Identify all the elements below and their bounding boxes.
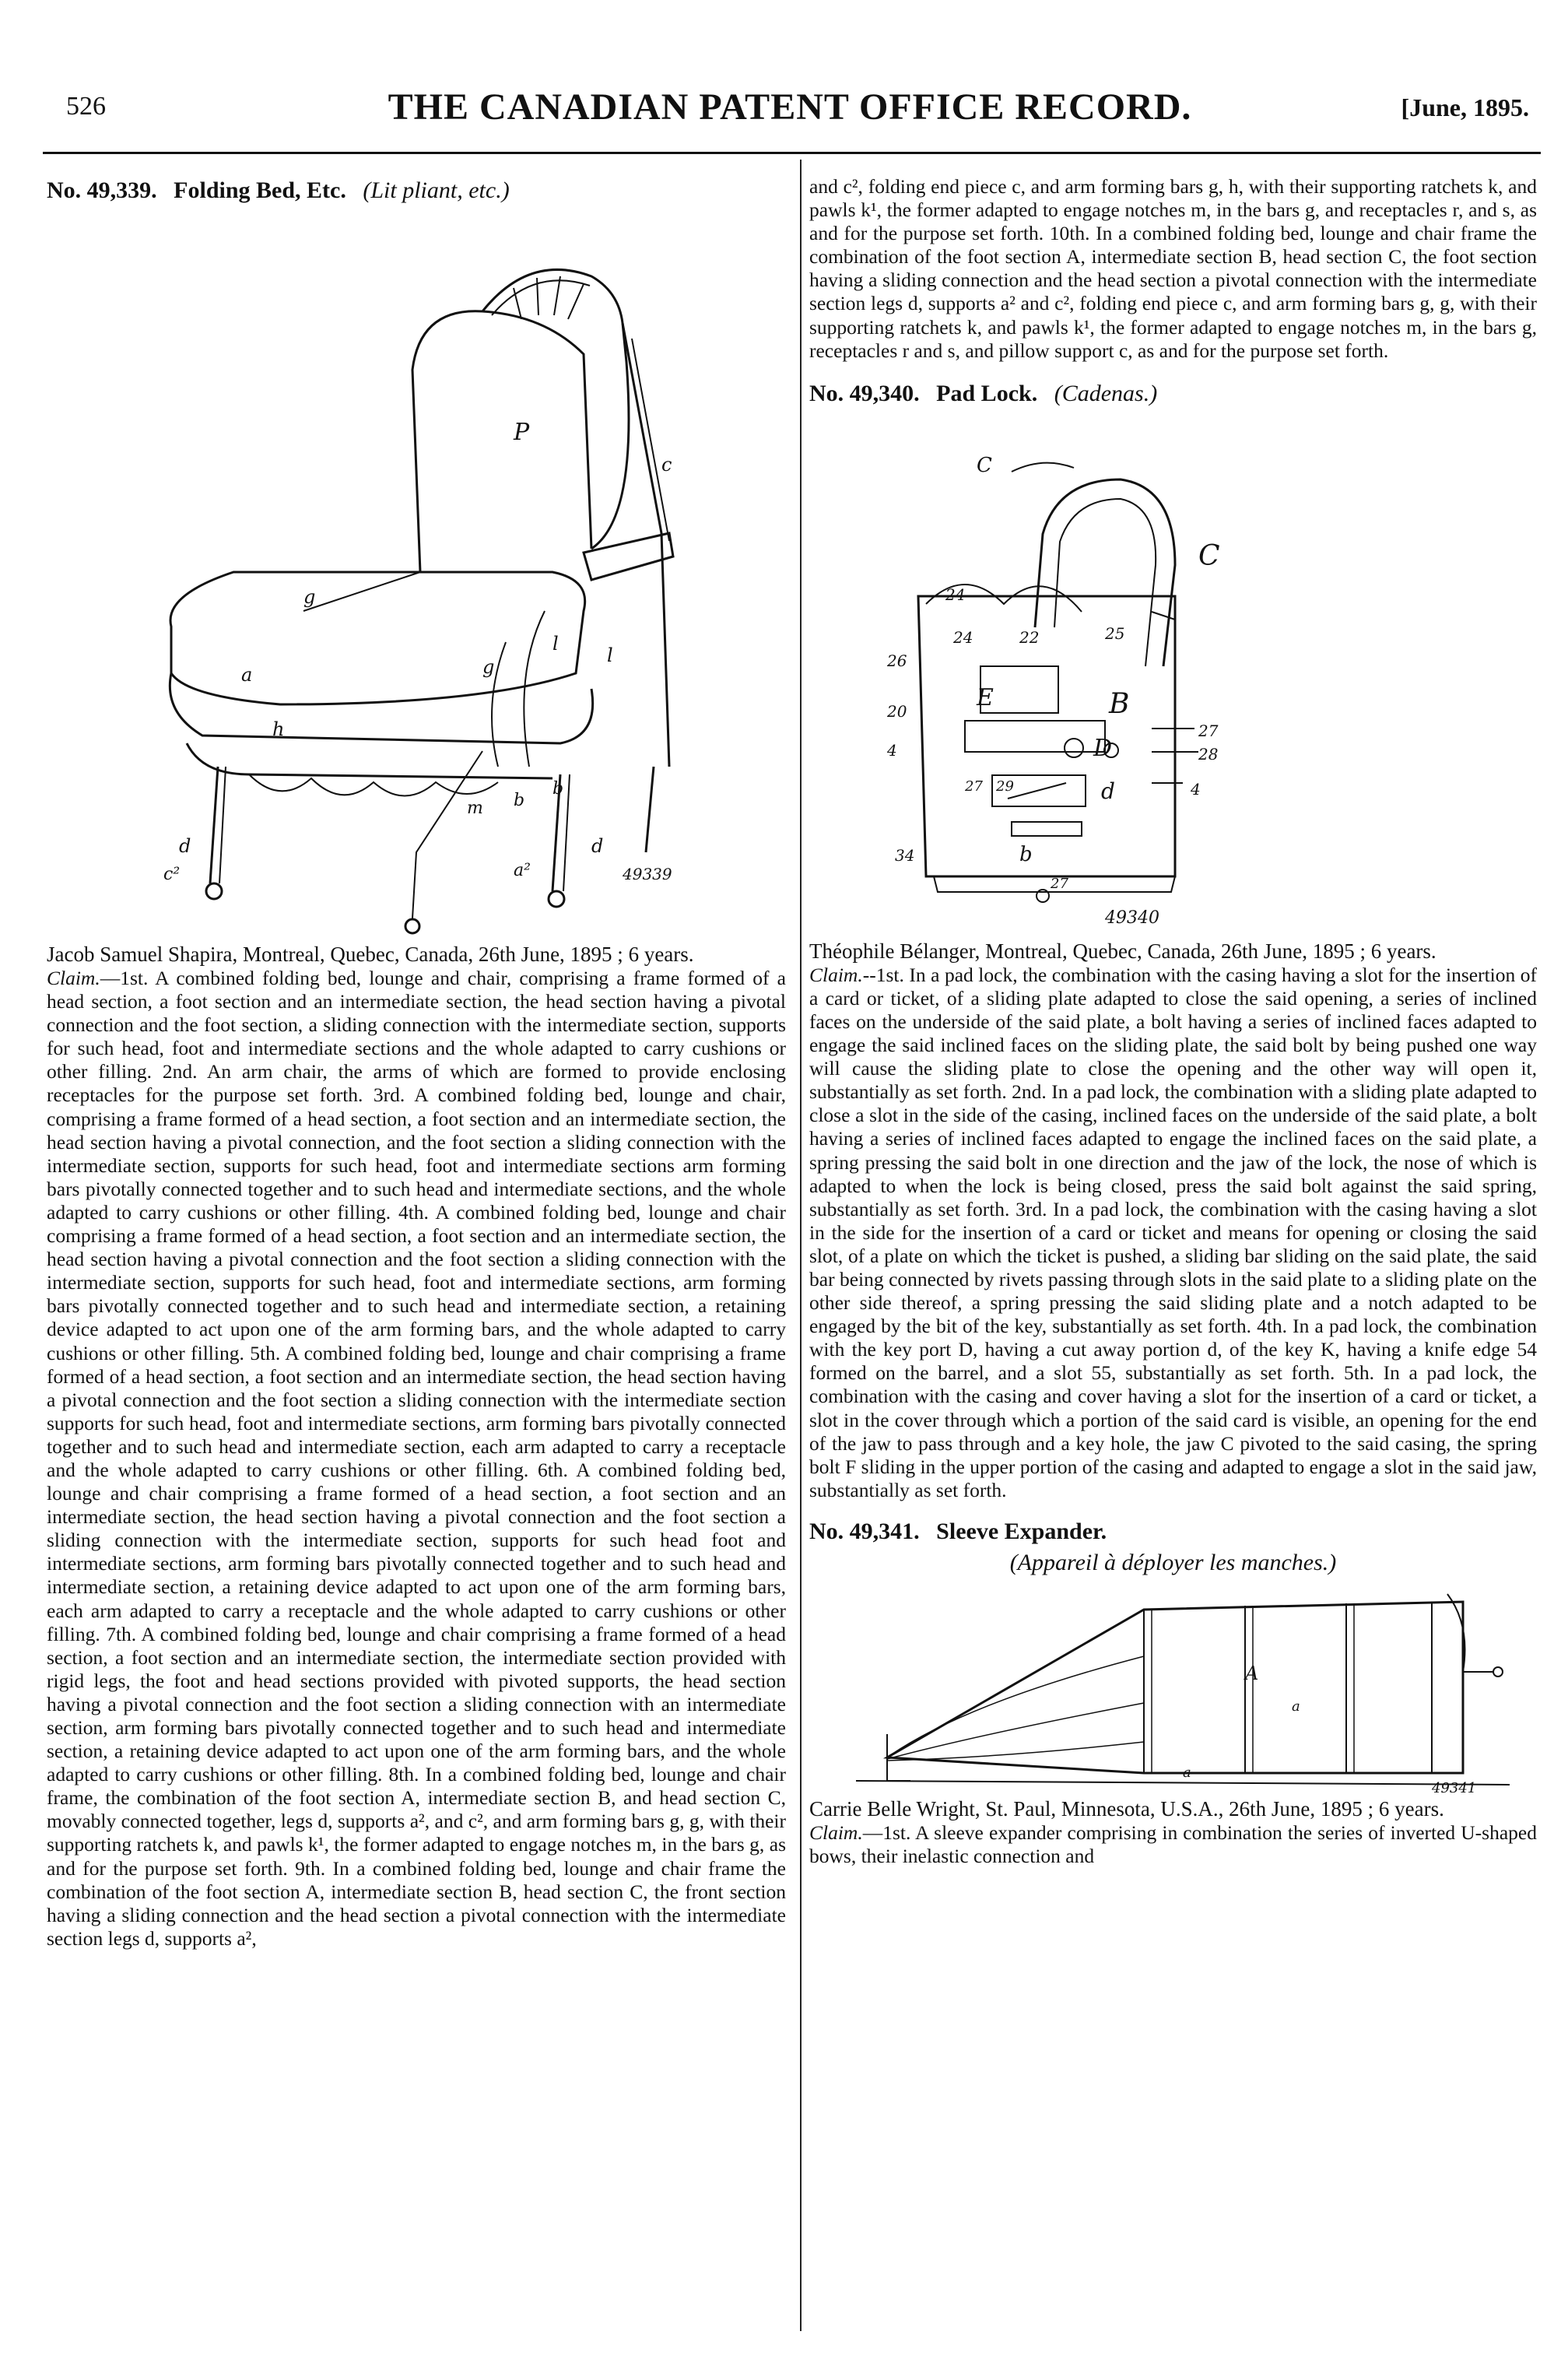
claims-49339-continued: and c², folding end piece c, and arm forming bars g, h, with their supporting ratchets k, and pawls k¹, the former adapted to engage notches m, in the bars g, and receptacles r, and s, as and for the purpose set forth. 10th. In a combined folding bed, lounge and chair frame the combination of the foot section A, intermediate section B, head section C, the foot section having a sliding connection and the head section a pivotal connection with the intermediate section legs d, supports a² and c², folding end piece c, and arm forming bars g, g, with their supporting ratchets k, and pawls k¹, the former adapted to engage notches m, in the bars g, receptacles r and s, and pillow support c, as and for the purpose set forth.: [809, 175, 1537, 362]
page-number: 526: [66, 92, 106, 121]
lock-label-24b: 24: [953, 627, 973, 647]
patent-heading-49341: [809, 1516, 1537, 1547]
lock-figure-number: 49340: [1105, 908, 1159, 928]
sleeve-figure-number: 49341: [1432, 1779, 1477, 1796]
claims-49341: [809, 1821, 1537, 1868]
header-rule: [43, 152, 1541, 154]
bed-letter-g2: g: [482, 656, 495, 678]
sleeve-letter-a: a: [1292, 1698, 1300, 1715]
column-divider: [800, 160, 802, 2331]
claim-label: Claim.: [809, 1821, 863, 1844]
lock-label-24: 24: [945, 585, 966, 604]
lock-label-28: 28: [1198, 744, 1219, 764]
claims-text: —1st. A sleeve expander comprising in combination the series of inverted U-shaped bows, their inelastic connection and: [809, 1821, 1537, 1867]
lock-letter-E: E: [977, 683, 994, 711]
bed-letter-a2: a²: [514, 861, 531, 880]
lock-label-26: 26: [887, 651, 907, 670]
patent-number: No. 49,340.: [809, 380, 920, 406]
bed-letter-c: c: [661, 454, 672, 476]
lock-label-27c: 27: [1051, 875, 1068, 892]
lock-letter-b: b: [1019, 842, 1033, 866]
bed-letter-b2: b: [552, 779, 564, 799]
inventor-49340: Théophile Bélanger, Montreal, Quebec, Canada, 26th June, 1895 ; 6 years.: [809, 939, 1436, 963]
bed-letter-b: b: [514, 791, 525, 810]
bed-letter-g: g: [303, 586, 316, 608]
bed-letter-h: h: [272, 718, 285, 740]
lock-letter-D: D: [1093, 734, 1113, 762]
lock-label-22: 22: [1019, 627, 1040, 647]
left-column: [47, 175, 786, 1950]
patent-number: No. 49,339.: [47, 177, 157, 203]
bed-letter-P: P: [514, 419, 530, 446]
lock-label-29: 29: [996, 778, 1014, 795]
publication-title: THE CANADIAN PATENT OFFICE RECORD.: [388, 86, 1192, 128]
sleeve-expander-figure: [809, 1578, 1537, 1796]
patent-french-name-49341: (Appareil à déployer les manches.): [1009, 1549, 1337, 1575]
patent-french-name: (Cadenas.): [1054, 380, 1158, 406]
lock-letter-C: C: [1198, 539, 1220, 572]
lock-letter-d: d: [1101, 778, 1115, 804]
lock-label-27: 27: [1198, 721, 1219, 740]
patent-heading-49340: [809, 378, 1537, 409]
inventor-49341: Carrie Belle Wright, St. Paul, Minnesota, U.S.A., 26th June, 1895 ; 6 years.: [809, 1796, 1444, 1821]
bed-letter-c2: c²: [163, 865, 181, 884]
patent-name: Folding Bed, Etc.: [174, 177, 346, 203]
lock-letter-B: B: [1109, 687, 1130, 720]
sleeve-letter-A: A: [1245, 1662, 1259, 1684]
claims-text: --1st. In a pad lock, the combination with the casing having a slot for the insertion of a card or ticket, of a sliding plate adapted to close the said opening, a series of inclined faces on the underside of the said plate, a bolt having a series of inclined faces adapted to engage the said inclined faces on the sliding plate, the said bolt by being pushed one way will cause the sliding plate to close the opening and the other way will open it, substantially as set forth. 2nd. In a pad lock, the combination with a sliding plate adapted to close a slot in the side of the casing, inclined faces on the underside of the said plate, a bolt having a series of inclined faces adapted to engage the inclined faces on the said plate, a spring pressing the said bolt in one direction and the jaw of the lock, the nose of which is adapted to when the lock is being closed, press the said bolt against the said spring, substantially as set forth. 3rd. In a pad lock, the combination with the casing having a slot in the side for the insertion of a card or ticket and means for opening or closing the said slot, of a plate on which the ticket is pushed, a sliding bar sliding on the said plate, the said bar being connected by rivets passing through slots in the said plate to a sliding plate on the other side thereof, a spring pressing the said sliding plate and a notch adapted to be engaged by the bit of the key, substantially as set forth. 4th. In a pad lock, the combination with the key port D, having a cut away portion d, of the key K, having a knife edge 54 formed on the barrel, and a slot 55, substantially as set forth. 5th. In a pad lock, the combination with the casing and cover having a slot for the insertion of a card or ticket, a slot in the cover through which a portion of the said card is visible, an opening for the end of the jaw to pass through and a key hole, the jaw C pivoted to the said casing, the spring bolt F sliding in the upper portion of the casing and adapted to engage a slot in the said jaw, substantially as set forth.: [809, 963, 1537, 1501]
lock-label-25: 25: [1105, 623, 1125, 643]
bed-letter-l: l: [552, 633, 559, 655]
patent-name: Sleeve Expander.: [936, 1518, 1107, 1544]
patent-heading-49339: [47, 175, 786, 206]
lock-label-34: 34: [895, 845, 915, 865]
pad-lock-figure: [809, 409, 1537, 939]
bed-figure-number: 49339: [623, 865, 672, 883]
lock-label-4b: 4: [1191, 779, 1201, 799]
bed-letter-l2: l: [607, 644, 613, 666]
lock-label-27b: 27: [965, 778, 983, 795]
patent-french-name: (Lit pliant, etc.): [363, 177, 510, 203]
lock-letter-C-small: C: [977, 453, 992, 477]
issue-date: [June, 1895.: [1401, 93, 1529, 121]
lock-label-20: 20: [887, 701, 907, 721]
claim-label: Claim.: [47, 967, 100, 989]
bed-letter-d: d: [179, 835, 191, 857]
bed-letter-m: m: [467, 799, 483, 818]
claims-text: —1st. A combined folding bed, lounge and chair, comprising a frame formed of a head section, a foot section and an intermediate section, the head section having a pivotal connection and the foot section, a sliding connection with the intermediate section, supports for such head, foot and intermediate sections and the whole adapted to carry cushions or other filling. 2nd. An arm chair, the arms of which are formed to provide enclosing receptacles for the purpose set forth. 3rd. A combined folding bed, lounge and chair, comprising a frame formed of a head section, a foot section and an intermediate section, the head section having a pivotal connection, and the foot section a sliding connection with the intermediate section, supports for such head, foot and intermediate sections arm forming bars pivotally connected together and to such head and intermediate sections, and the whole adapted to carry cushions or other filling. 4th. A combined folding bed, lounge and chair comprising a frame formed of a head section, a foot section and an intermediate section, the head section having a pivotal connection and the foot section a sliding connection with the intermediate section, supports for such head, foot and intermediate sections, arm forming bars pivotally connected together and to such head and intermediate section, a retaining device adapted to act upon one of the arm forming bars, and the whole adapted to carry cushions or other filling. 5th. A combined folding bed, lounge and chair comprising a frame formed of a head section, a foot section and an intermediate section, the head section having a pivotal connection and the foot section a sliding connection with the intermediate section supports for such head, foot and intermediate sections, arm forming bars pivotally connected together and to such head and intermediate section, each arm adapted to carry a receptacle and the whole adapted to carry cushions or other filling. 6th. A combined folding bed, lounge and chair comprising a frame formed of a head section, a foot section and an intermediate section, the head section having a pivotal connection and the foot section a sliding connection with the intermediate section, supports for such head foot and intermediate sections, arm forming bars pivotally connected together and to such head and intermediate section, a retaining device adapted to act upon one of the arm forming bars, each arm adapted to carry a receptacle and the whole adapted to carry cushions or other filling. 7th. A combined folding bed, lounge and chair comprising a frame formed of a head section, a foot section and an intermediate section, the intermediate section provided with rigid legs, the foot and head sections provided with pivoted supports, the head section having a pivotal connection and the foot section a sliding connection with an intermediate section, arm forming bars pivotally connected together and to such head and intermediate section, a retaining device adapted to act upon one of the arm forming bars, and the whole adapted to carry cushions or other filling. 8th. In a combined folding bed, lounge and chair frame, the combination of the foot section A, intermediate section B, and head section C, movably connected together, legs d, supports a², and c², and arm forming bars g, g, with their supporting ratchets k, and pawls k¹, the former adapted to engage notches m, in the bars g, as and for the purpose set forth. 9th. In a combined folding bed, lounge and chair frame the combination of the foot section A, intermediate section B, head section C, the front section having a sliding connection and the head section a pivotal connection with the intermediate section legs d, supports a²,: [47, 967, 786, 1950]
claims-49339: [47, 967, 786, 1950]
patent-number: No. 49,341.: [809, 1518, 920, 1544]
bed-letter-a: a: [241, 664, 253, 686]
right-column: [809, 175, 1537, 1868]
sleeve-letter-a2: a: [1183, 1764, 1191, 1781]
claim-label: Claim.: [809, 963, 863, 986]
patent-name: Pad Lock.: [936, 380, 1038, 406]
folding-bed-figure: [47, 206, 786, 942]
page-header: [43, 86, 1537, 148]
bed-letter-d2: d: [591, 835, 604, 857]
claims-49340: [809, 964, 1537, 1502]
lock-label-4: 4: [887, 740, 897, 760]
inventor-49339: Jacob Samuel Shapira, Montreal, Quebec, Canada, 26th June, 1895 ; 6 years.: [47, 943, 694, 966]
